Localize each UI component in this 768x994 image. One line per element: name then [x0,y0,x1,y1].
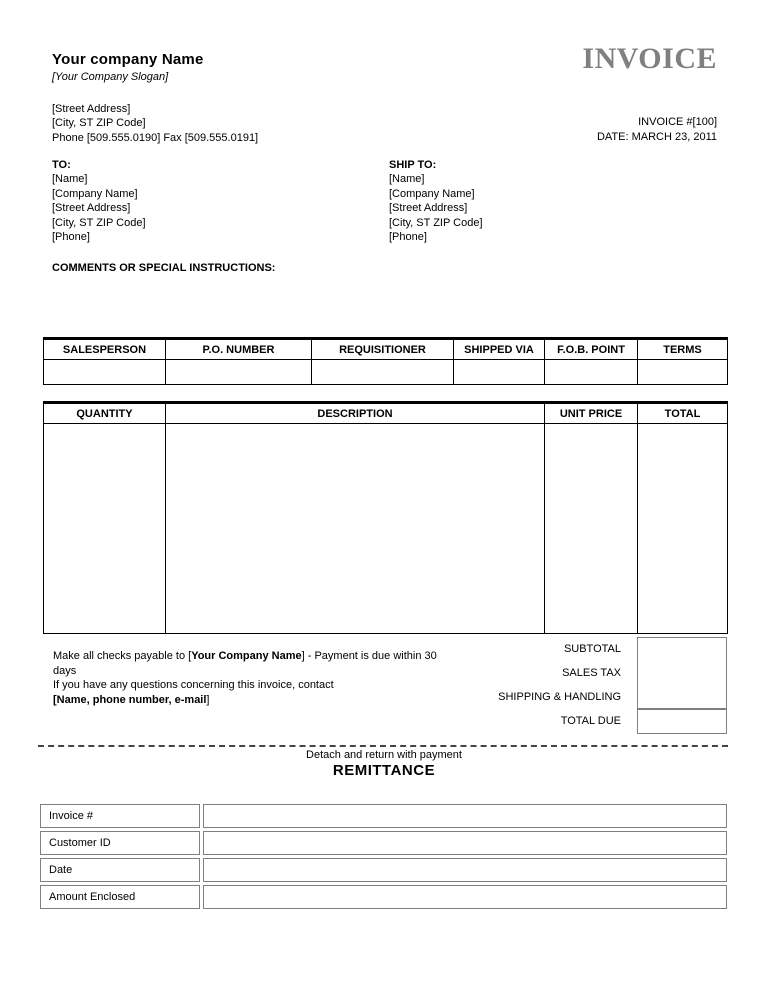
ship-to-name: [Name] [389,173,425,186]
total-header: TOTAL [638,403,728,424]
total-due-label: TOTAL DUE [560,715,621,727]
quantity-header: QUANTITY [44,403,166,424]
invoice-number: INVOICE #[100] [638,116,717,128]
items-table-body-row [44,424,728,634]
remit-invoice-number-field[interactable] [203,804,727,828]
terms-field[interactable] [638,360,728,385]
quantity-field[interactable] [44,424,166,634]
comments-label: COMMENTS OR SPECIAL INSTRUCTIONS: [52,262,276,274]
items-table-header-row [44,403,728,424]
fob-point-field[interactable] [545,360,638,385]
ship-to-street: [Street Address] [389,202,468,215]
company-header [52,51,258,145]
invoice-title: INVOICE [582,42,717,75]
ship-to-city: [City, ST ZIP Code] [389,216,483,229]
subtotal-label: SUBTOTAL [563,643,621,655]
remittance-title: REMITTANCE [332,762,436,779]
ship-to-phone: [Phone] [389,231,427,244]
total-field[interactable] [638,424,728,634]
bill-to-phone: [Phone] [52,231,90,244]
checks-payable-prefix: Make all checks payable to [ [53,650,192,662]
total-due-box[interactable] [637,709,727,734]
company-city-line: [City, ST ZIP Code] [52,117,146,130]
bill-to-block [52,158,146,244]
totals-amounts-box[interactable] [637,637,727,709]
checks-payable-line [53,649,451,678]
questions-line: If you have any questions concerning this invoice, contact [53,679,334,691]
info-table-header-row [44,339,728,360]
unit-price-field[interactable] [545,424,638,634]
company-name: Your company Name [52,51,204,68]
bill-to-label: TO: [52,159,71,171]
remittance-row-customer-id [40,831,727,855]
bill-to-company: [Company Name] [52,187,138,200]
requisitioner-header: REQUISITIONER [312,339,454,360]
payment-notes [53,649,451,707]
bill-to-name: [Name] [52,173,88,186]
unit-price-header: UNIT PRICE [545,403,638,424]
salesperson-field[interactable] [44,360,166,385]
company-slogan: [Your Company Slogan] [52,71,169,83]
po-number-header: P.O. NUMBER [166,339,312,360]
remit-date-field[interactable] [203,858,727,882]
description-header: DESCRIPTION [166,403,545,424]
totals-labels [421,637,621,733]
remittance-row-invoice-number [40,804,727,828]
company-address [52,102,258,145]
shipped-via-field[interactable] [454,360,545,385]
remittance-row-date [40,858,727,882]
info-table [43,337,728,385]
remittance-row-amount-enclosed [40,885,727,909]
remit-customer-id-label: Customer ID [40,831,200,855]
contact-info: [Name, phone number, e-mail [53,693,207,706]
remit-invoice-number-label: Invoice # [40,804,200,828]
info-table-value-row [44,360,728,385]
items-table [43,401,728,634]
ship-to-company: [Company Name] [389,187,475,200]
remit-amount-enclosed-label: Amount Enclosed [40,885,200,909]
sales-tax-label: SALES TAX [562,667,621,679]
company-street-address: [Street Address] [52,103,131,115]
invoice-meta [597,115,717,144]
bill-to-city: [City, ST ZIP Code] [52,216,146,229]
checks-payable-suffix: ] - Payment is due within 30 days [53,650,437,677]
po-number-field[interactable] [166,360,312,385]
ship-to-label: SHIP TO: [389,159,437,171]
salesperson-header: SALESPERSON [44,339,166,360]
invoice-date: DATE: MARCH 23, 2011 [596,130,717,143]
shipping-handling-label: SHIPPING & HANDLING [498,691,621,703]
terms-header: TERMS [638,339,728,360]
remit-customer-id-field[interactable] [203,831,727,855]
remit-date-label: Date [40,858,200,882]
checks-payable-company: Your Company Name [191,650,302,662]
detach-instruction: Detach and return with payment [306,749,462,761]
detach-dashed-divider [38,745,728,747]
company-phone-fax-line: Phone [509.555.0190] Fax [509.555.0191] [52,131,259,144]
requisitioner-field[interactable] [312,360,454,385]
ship-to-block [389,158,483,244]
contact-line [53,693,451,708]
description-field[interactable] [166,424,545,634]
contact-suffix: ] [206,693,210,706]
remit-amount-enclosed-field[interactable] [203,885,727,909]
bill-to-street: [Street Address] [52,202,131,215]
remittance-table [40,804,727,912]
fob-point-header: F.O.B. POINT [545,339,638,360]
shipped-via-header: SHIPPED VIA [454,339,545,360]
